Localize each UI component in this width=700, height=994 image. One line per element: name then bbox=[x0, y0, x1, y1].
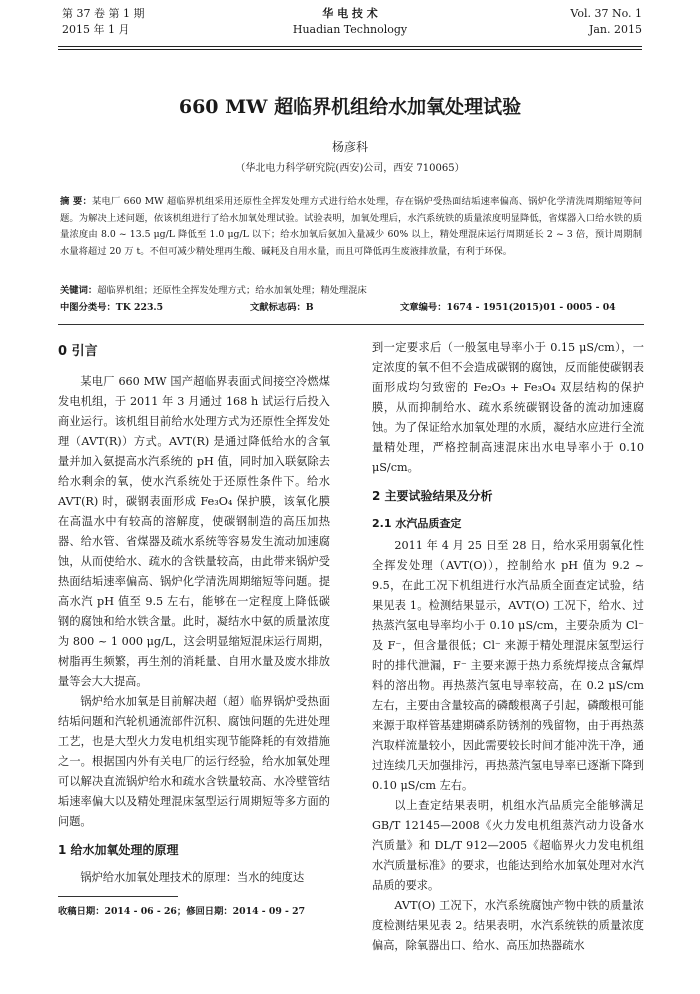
document-code: 文献标志码：B bbox=[250, 302, 314, 313]
section-heading-intro: 0 引言 bbox=[58, 344, 98, 359]
left-column bbox=[58, 338, 330, 888]
paragraph: 锅炉给水加氧是目前解决超（超）临界锅炉受热面结垢问题和汽轮机通流部件沉积、腐蚀问题的先进处理工艺，也是大型火力发电机组实现节能降耗的有效措施之一。根据国内外有关电厂的运行经验，给水加氧处理可以解决直流锅炉给水和疏水含铁量较高、水冷壁管结垢速率偏大以及精处理混床氢型运行周期短等多方面的问题。 bbox=[58, 695, 330, 828]
paragraph: AVT(O) 工况下，水汽系统腐蚀产物中铁的质量浓度检测结果见表 2。结果表明，水汽系统铁的质量浓度偏高，除氧器出口、给水、高压加热器疏水 bbox=[372, 899, 644, 952]
paragraph: 到一定要求后（一般氢电导率小于 0.15 μS/cm），一定浓度的氧不但不会造成碳钢的腐蚀，反而能使碳钢表面形成均匀致密的 Fe₂O₃ + Fe₃O₄ 双层结构的保护膜，从而抑制给水、疏水系统碳钢设备的流动加速腐蚀。为了保证给水加氧处理的水质，凝结水应进行全流量精处理，严格控制高速混床出水电导率小于 0.10 μS/cm。 bbox=[372, 341, 644, 474]
date-en: Jan. 2015 bbox=[588, 23, 642, 36]
paragraph: 锅炉给水加氧处理技术的原理：当水的纯度达 bbox=[80, 871, 305, 884]
keywords-text: 超临界机组；还原性全挥发处理方式；给水加氧处理；精处理混床 bbox=[97, 285, 367, 296]
paragraph: 以上查定结果表明，机组水汽品质完全能够满足 GB/T 12145—2008《火力发电机组蒸汽动力设备水汽质量》和 DL/T 912—2005《超临界火力发电机组水汽质量标准》的要求，也能达到给水加氧处理对水汽品质的要求。 bbox=[372, 799, 644, 892]
section-heading-principle: 1 给水加氧处理的原理 bbox=[58, 843, 179, 857]
article-number: 文章编号：1674 - 1951(2015)01 - 0005 - 04 bbox=[400, 302, 616, 313]
paragraph: 2011 年 4 月 25 日至 28 日，给水采用弱氧化性全挥发处理（AVT(O)），控制给水 pH 值为 9.2 ~ 9.5，在此工况下机组进行水汽品质全面查定试验，结果见表 1。检测结果显示，AVT(O) 工况下，给水、过热蒸汽氢电导率均小于 0.10 μS/cm，主要杂质为 Cl⁻ 及 F⁻，但含量很低；Cl⁻ 来源于精处理混床氢型运行时的排代泄漏，F⁻ 主要来源于热力系统焊接点含氟焊料的溶出物。再热蒸汽氢电导率较高，在 0.2 μS/cm 左右，主要由含量较高的磷酸根离子引起，磷酸根可能来源于取样管基建期磷系防锈剂的残留物，由于再热蒸汽取样流量较小，因此需要较长时间才能冲洗干净，通过连续几天加强排污，再热蒸汽氢电导率已逐渐下降到 0.10 μS/cm 左右。 bbox=[372, 539, 644, 792]
abstract-separator bbox=[58, 324, 644, 325]
journal-name-en: Huadian Technology bbox=[292, 23, 408, 36]
abstract-label: 摘 要： bbox=[60, 196, 92, 207]
subsection-heading-quality: 2.1 水汽品质查定 bbox=[372, 517, 462, 530]
author: 杨彦科 bbox=[331, 140, 368, 154]
volume-issue-en: Vol. 37 No. 1 bbox=[570, 7, 642, 20]
date-cn: 2015 年 1 月 bbox=[62, 23, 130, 36]
journal-issue-en bbox=[570, 6, 642, 38]
section-heading-results: 2 主要试验结果及分析 bbox=[372, 489, 493, 503]
keywords bbox=[60, 283, 642, 299]
clc-number: 中图分类号：TK 223.5 bbox=[60, 302, 164, 313]
paragraph: 某电厂 660 MW 国产超临界表面式间接空冷燃煤发电机组，于 2011 年 3 月通过 168 h 试运行后投入商业运行。该机组目前给水处理方式为还原性全挥发处理（AVT(R)）方式。AVT(R) 是通过降低给水的含氧量并加入氨提高水汽系统的 pH 值，同时加入联氨除去给水剩余的氧，使水汽系统处于还原性条件下。给水 AVT(R) 时，碳钢表面形成 Fe₃O₄ 保护膜，该氧化膜在高温水中有较高的溶解度，使碳钢制造的高压加热器、给水管、省煤器及疏水系统等容易发生流动加速腐蚀，从而使给水、疏水的含铁量较高，由此带来锅炉受热面结垢速率偏高、锅炉化学清洗周期缩短等问题。提高水汽 pH 值至 9.5 左右，能够在一定程度上降低碳钢的腐蚀和给水铁含量。此时，凝结水中氨的质量浓度为 800 ~ 1 000 μg/L，这会明显缩短混床运行周期，树脂再生频繁，再生剂的消耗量、自用水量及废水排放量等会大大提高。 bbox=[58, 375, 330, 688]
header-rule-thick bbox=[58, 46, 642, 47]
paper-title: 660 MW 超临界机组给水加氧处理试验 bbox=[178, 96, 522, 118]
right-column bbox=[372, 338, 644, 956]
received-date-footnote: 收稿日期：2014 - 06 - 26；修回日期：2014 - 09 - 27 bbox=[58, 906, 306, 917]
footnote-rule bbox=[58, 896, 178, 897]
running-header bbox=[38, 6, 662, 46]
header-rule-thin bbox=[58, 49, 642, 50]
journal-name bbox=[38, 6, 662, 38]
affiliation: （华北电力科学研究院(西安)公司，西安 710065） bbox=[235, 163, 465, 174]
classification-line bbox=[60, 300, 642, 316]
keywords-label: 关键词： bbox=[60, 285, 98, 296]
volume-issue-cn: 第 37 卷 第 1 期 bbox=[62, 7, 145, 20]
journal-name-cn: 华 电 技 术 bbox=[322, 7, 378, 20]
abstract-text: 某电厂 660 MW 超临界机组采用还原性全挥发处理方式进行给水处理，存在锅炉受热面结垢速率偏高、锅炉化学清洗周期缩短等问题。为解决上述问题，依该机组进行了给水加氧处理试验。试验表明，加氧处理后，水汽系统铁的质量浓度明显降低，省煤器入口给水铁的质量浓度由 8.0 ~ 13.5 μg/L 降低至 1.0 μg/L 以下；给水加氧后氨加入量减少 60% 以上，精处理混床运行周期延长 2 ~ 3 倍，预计周期制水量将超过 20 万 t。不但可减少精处理再生酸、碱耗及自用水量，而且可降低再生废液排放量，有利于环保。 bbox=[60, 196, 642, 257]
abstract bbox=[60, 194, 642, 260]
